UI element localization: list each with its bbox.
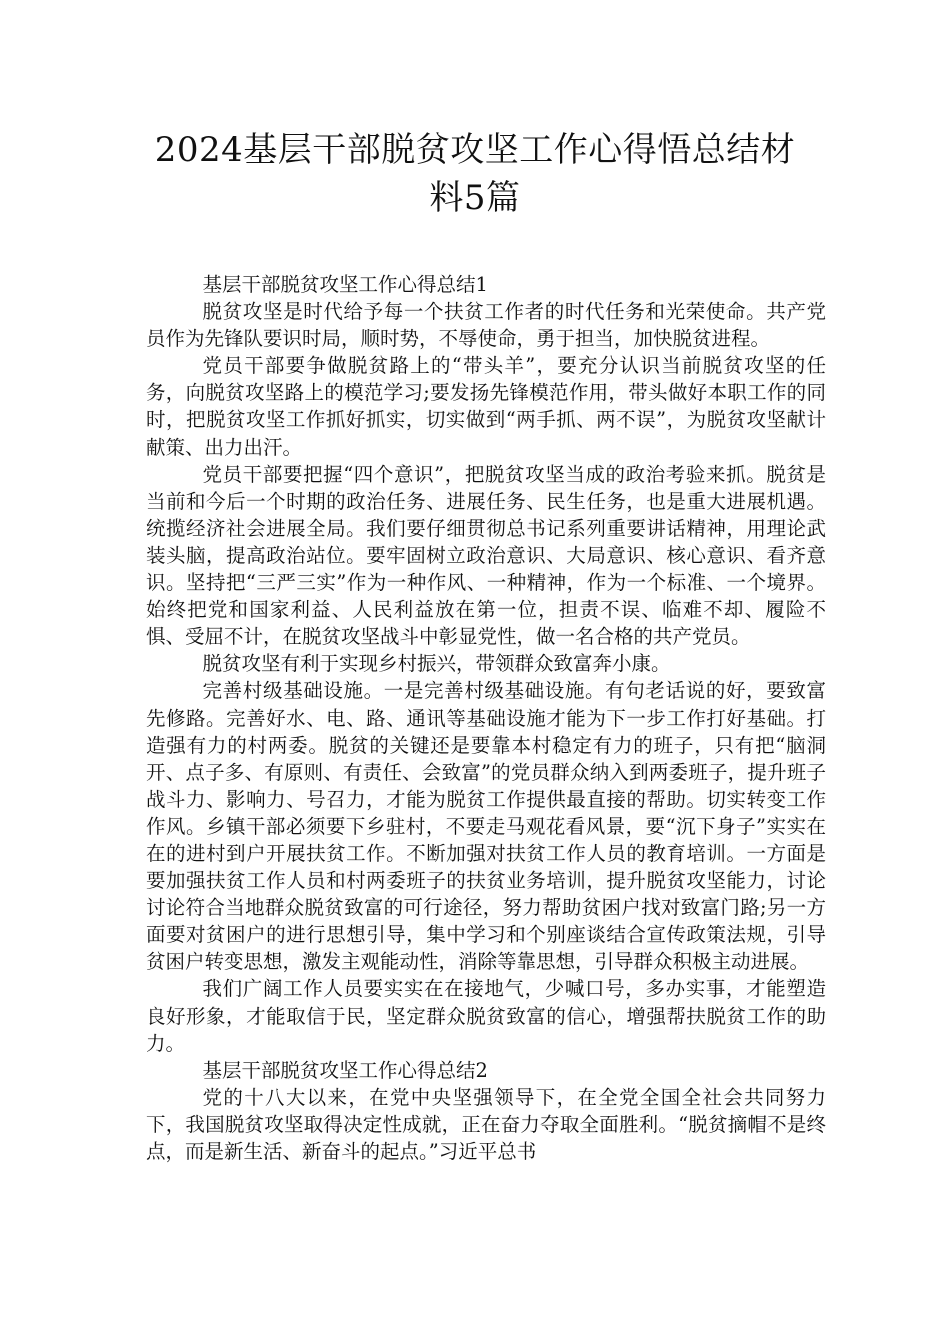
- title-line-2: 料5篇: [429, 178, 521, 218]
- document-title: [120, 126, 830, 222]
- title-line-1: 2024基层干部脱贫攻坚工作心得悟总结材: [154, 130, 796, 170]
- paragraph: 完善村级基础设施。一是完善村级基础设施。有句老话说的好，要致富先修路。完善好水、电、路、通讯等基础设施才能为下一步工作打好基础。打造强有力的村两委。脱贫的关键还是要靠本村稳定有力的班子，只有把“脑洞开、点子多、有原则、有责任、会致富”的党员群众纳入到两委班子，提升班子战斗力、影响力、号召力，才能为脱贫工作提供最直接的帮助。切实转变工作作风。乡镇干部必须要下乡驻村，不要走马观花看风景，要“沉下身子”实实在在的进村到户开展扶贫工作。不断加强对扶贫工作人员的教育培训。一方面是要加强扶贫工作人员和村两委班子的扶贫业务培训，提升脱贫攻坚能力，讨论讨论符合当地群众脱贫致富的可行途径，努力帮助贫困户找对致富门路;另一方面要对贫困户的进行思想引导，集中学习和个别座谈结合宣传政策法规，引导贫困户转变思想，激发主观能动性，消除等靠思想，引导群众积极主动进展。: [146, 679, 826, 974]
- section-1-heading: 基层干部脱贫攻坚工作心得总结1: [202, 273, 488, 296]
- paragraph: 我们广阔工作人员要实实在在接地气，少喊口号，多办实事，才能塑造良好形象，才能取信于民，坚定群众脱贫致富的信心，增强帮扶脱贫工作的助力。: [146, 977, 826, 1055]
- paragraph: 党员干部要把握“四个意识”，把脱贫攻坚当成的政治考验来抓。脱贫是当前和今后一个时期的政治任务、进展任务、民生任务，也是重大进展机遇。统揽经济社会进展全局。我们要仔细贯彻总书记系列重要讲话精神，用理论武装头脑，提高政治站位。要牢固树立政治意识、大局意识、核心意识、看齐意识。坚持把“三严三实”作为一种作风、一种精神，作为一个标准、一个境界。始终把党和国家利益、人民利益放在第一位，担责不误、临难不却、履险不惧、受屈不计，在脱贫攻坚战斗中彰显党性，做一名合格的共产党员。: [146, 462, 826, 649]
- paragraph: 党员干部要争做脱贫路上的“带头羊”，要充分认识当前脱贫攻坚的任务，向脱贫攻坚路上的模范学习;要发扬先锋模范作用，带头做好本职工作的同时，把脱贫攻坚工作抓好抓实，切实做到“两手抓、两不误”，为脱贫攻坚献计献策、出力出汗。: [146, 354, 826, 459]
- section-2-heading: 基层干部脱贫攻坚工作心得总结2: [202, 1058, 488, 1082]
- paragraph: 脱贫攻坚是时代给予每一个扶贫工作者的时代任务和光荣使命。共产党员作为先锋队要识时局，顺时势，不辱使命，勇于担当，加快脱贫进程。: [146, 300, 826, 351]
- paragraph: 脱贫攻坚有利于实现乡村振兴，带领群众致富奔小康。: [202, 652, 671, 676]
- document-body: [146, 271, 826, 1165]
- paragraph: 党的十八大以来，在党中央坚强领导下，在全党全国全社会共同努力下，我国脱贫攻坚取得决定性成就，正在奋力夺取全面胜利。“脱贫摘帽不是终点，而是新生活、新奋斗的起点。”习近平总书: [146, 1085, 826, 1163]
